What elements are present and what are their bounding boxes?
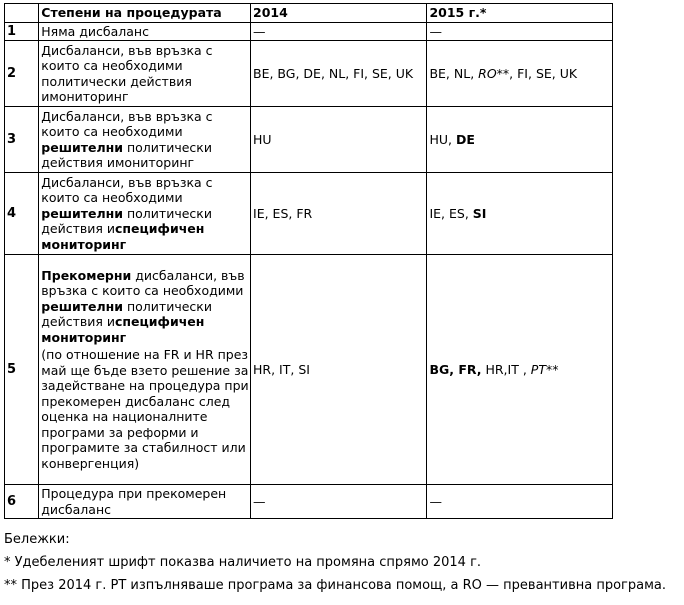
table-row [5,23,613,41]
notes-section [4,528,666,597]
row-2014: HR, IT, SI [251,255,427,485]
note-1: * Удебеленият шрифт показва наличието на промяна спрямо 2014 г. [4,555,482,570]
value-text: — [429,493,442,509]
row-stage [39,485,251,519]
value-text: BE, NL, [429,65,479,81]
header-2015: 2015 г.* [427,4,613,23]
row-num: 6 [5,485,39,519]
header-stage: Степени на процедурата [39,4,251,23]
value-italic: RO** [478,65,510,81]
stage-text: Процедура при прекомерен дисбаланс [41,486,227,517]
stage-text: Дисбаланси, във връзка с които са необходими [41,108,213,139]
row-2014: BE, BG, DE, NL, FI, SE, UK [251,41,427,107]
stage-text: Дисбаланси, във връзка с които са необходими [41,174,213,206]
note-2: ** През 2014 г. PT изпълняваше програма за финансова помощ, а RO — превантивна програма. [4,578,666,593]
value-text: HU, [429,131,456,147]
header-num [5,4,39,23]
procedure-table-container [4,3,613,519]
row-2015 [427,107,613,173]
row-stage [39,107,251,173]
row-2015 [427,255,613,485]
stage-text: Дисбаланси, във връзка с които са необходими политически действия имониторинг [41,42,213,104]
row-2015 [427,173,613,255]
row-num: 4 [5,173,39,255]
header-2014: 2014 [251,4,427,23]
stage-text: Няма дисбаланс [41,23,149,39]
value-text: — [429,23,442,39]
stage-text: дисбаланси, във връзка с които са необходими [41,267,245,299]
stage-text: политически действия имониторинг [41,139,212,170]
row-stage [39,255,251,485]
table-row [5,485,613,519]
table-header-row [5,4,613,23]
stage-note: (по отношение на FR и HR през май ще бъде взето решение за задействане на процедура при прекомерен дисбаланс след оценка на националните програми за реформи и програмите за стабилност или конвергенция) [41,347,249,471]
row-stage [39,173,251,255]
stage-bold: специфичен мониторинг [41,314,205,345]
row-stage [39,41,251,107]
row-num: 5 [5,255,39,485]
stage-text: политически действия и [41,298,212,330]
stage-bold: Прекомерни [41,267,132,283]
procedure-table [4,3,613,519]
row-2014: IE, ES, FR [251,173,427,255]
stage-text: политически действия и [41,205,212,237]
stage-bold: решителни [41,205,124,221]
value-italic: PT** [530,361,559,377]
stage-bold: решителни [41,139,124,155]
row-num: 1 [5,23,39,41]
row-num: 2 [5,41,39,107]
row-num: 3 [5,107,39,173]
value-text: IE, ES, [429,205,473,221]
row-stage [39,23,251,41]
table-row [5,107,613,173]
value-text: , FI, SE, UK [509,65,578,81]
row-2015 [427,485,613,519]
table-row [5,173,613,255]
row-2015 [427,23,613,41]
table-row [5,255,613,485]
row-2014: HU [251,107,427,173]
value-bold: BG, FR, [429,361,482,377]
notes-title: Бележки: [4,532,70,547]
row-2014: — [251,23,427,41]
row-2014: — [251,485,427,519]
stage-bold: специфичен мониторинг [41,221,205,252]
value-text: HR,IT , [481,361,531,377]
stage-bold: решителни [41,298,124,314]
table-row [5,41,613,107]
value-bold: DE [455,131,475,147]
value-bold: SI [472,205,487,221]
row-2015 [427,41,613,107]
